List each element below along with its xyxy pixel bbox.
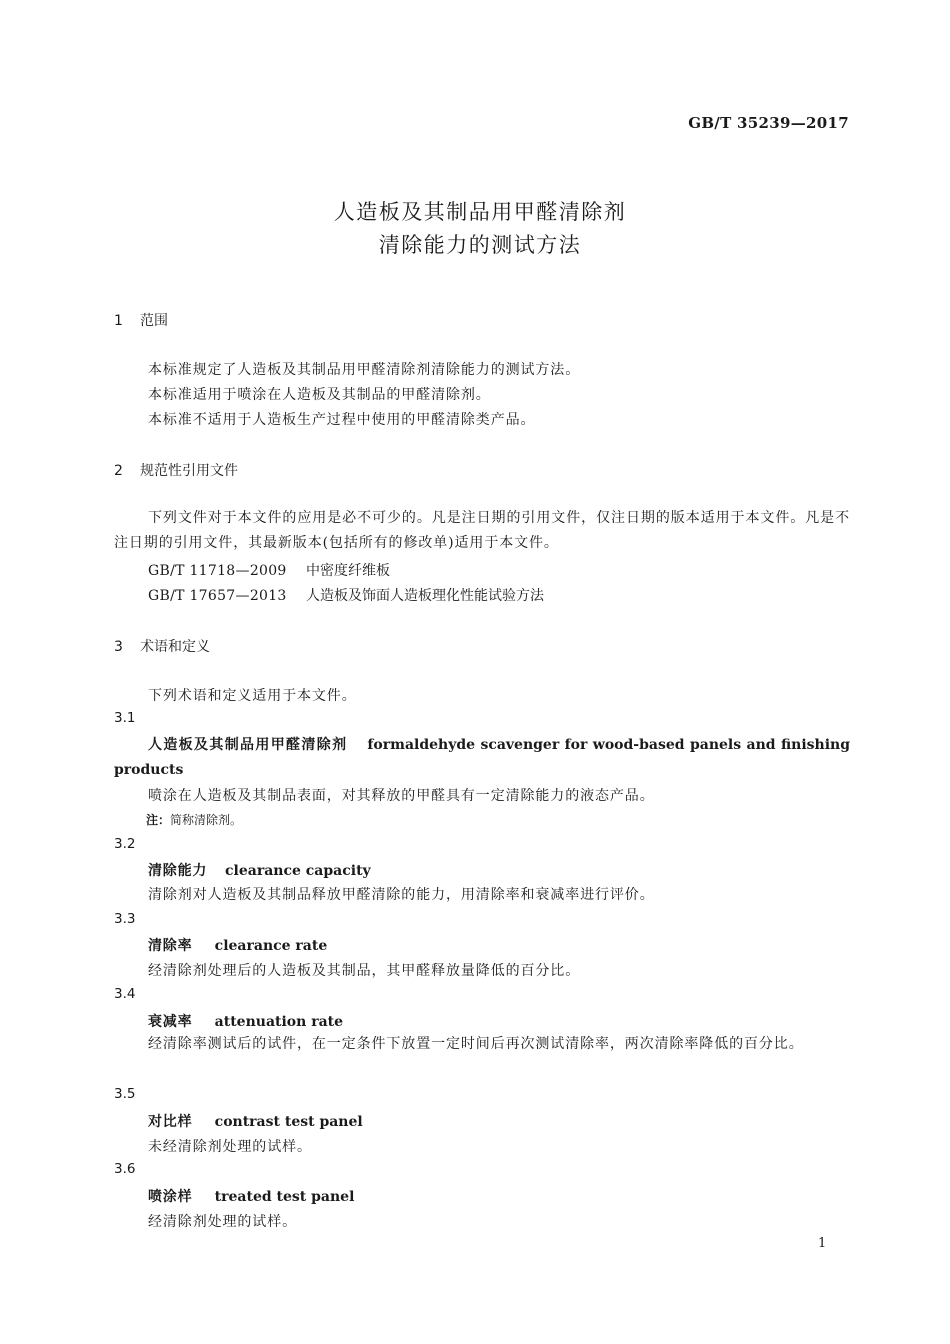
paragraph: 下列术语和定义适用于本文件。 — [148, 688, 357, 704]
term-definition: 未经清除剂处理的试样。 — [148, 1139, 312, 1155]
term-entry — [114, 733, 850, 783]
note-label: 注： — [146, 813, 171, 827]
term-entry — [148, 1111, 363, 1131]
term-english: contrast test panel — [214, 1114, 363, 1130]
reference-code: GB/T 11718—2009 — [148, 563, 287, 579]
term-definition: 经清除率测试后的试件，在一定条件下放置一定时间后再次测试清除率，两次清除率降低的百分比。 — [148, 1036, 804, 1052]
section-2-heading — [114, 460, 238, 480]
section-number: 2 — [114, 463, 123, 479]
term-english: clearance capacity — [225, 863, 371, 879]
term-english: formaldehyde scavenger for wood-based panels and finishing products — [114, 737, 850, 778]
reference-item — [148, 560, 390, 580]
clause-number: 3.5 — [114, 1086, 136, 1102]
clause-number: 3.4 — [114, 986, 136, 1002]
term-chinese: 人造板及其制品用甲醛清除剂 — [148, 737, 348, 753]
section-title: 术语和定义 — [140, 639, 210, 655]
term-entry — [148, 860, 371, 880]
term-entry — [148, 935, 327, 955]
note-text: 简称清除剂。 — [170, 813, 243, 827]
term-entry — [148, 1186, 354, 1206]
paragraph: 本标准适用于喷涂在人造板及其制品的甲醛清除剂。 — [148, 387, 491, 403]
paragraph: 本标准不适用于人造板生产过程中使用的甲醛清除类产品。 — [148, 412, 536, 428]
term-chinese: 清除能力 — [148, 863, 208, 879]
section-title: 规范性引用文件 — [140, 463, 238, 479]
reference-title: 中密度纤维板 — [306, 563, 390, 579]
clause-number: 3.2 — [114, 836, 136, 852]
paragraph: 下列文件对于本文件的应用是必不可少的。凡是注日期的引用文件，仅注日期的版本适用于本文件。凡是不注日期的引用文件，其最新版本(包括所有的修改单)适用于本文件。 — [114, 510, 850, 551]
section-number: 3 — [114, 639, 123, 655]
section-3-heading — [114, 636, 210, 656]
term-chinese: 衰减率 — [148, 1014, 193, 1030]
note — [146, 811, 242, 828]
term-entry — [148, 1011, 343, 1031]
reference-item — [148, 585, 544, 605]
term-definition: 经清除剂处理的试样。 — [148, 1214, 297, 1230]
document-title-line1: 人造板及其制品用甲醛清除剂 — [333, 200, 627, 224]
standard-number: GB/T 35239—2017 — [688, 114, 849, 132]
section-1-heading — [114, 310, 168, 330]
page-number: 1 — [818, 1236, 827, 1251]
section-title: 范围 — [140, 313, 168, 329]
term-english: attenuation rate — [214, 1014, 344, 1030]
section-number: 1 — [114, 313, 123, 329]
term-definition: 经清除剂处理后的人造板及其制品，其甲醛释放量降低的百分比。 — [148, 963, 581, 979]
clause-number: 3.6 — [114, 1161, 136, 1177]
term-definition: 喷涂在人造板及其制品表面，对其释放的甲醛具有一定清除能力的液态产品。 — [148, 788, 655, 804]
term-chinese: 清除率 — [148, 938, 193, 954]
term-chinese: 对比样 — [148, 1114, 193, 1130]
reference-title: 人造板及饰面人造板理化性能试验方法 — [306, 588, 544, 604]
reference-code: GB/T 17657—2013 — [148, 588, 287, 604]
clause-number: 3.3 — [114, 911, 136, 927]
term-english: clearance rate — [214, 938, 328, 954]
term-chinese: 喷涂样 — [148, 1189, 193, 1205]
term-definition: 清除剂对人造板及其制品释放甲醛清除的能力，用清除率和衰减率进行评价。 — [148, 887, 655, 903]
term-english: treated test panel — [214, 1189, 355, 1205]
document-title-line2: 清除能力的测试方法 — [378, 233, 582, 257]
clause-number: 3.1 — [114, 710, 136, 726]
paragraph: 本标准规定了人造板及其制品用甲醛清除剂清除能力的测试方法。 — [148, 362, 581, 378]
